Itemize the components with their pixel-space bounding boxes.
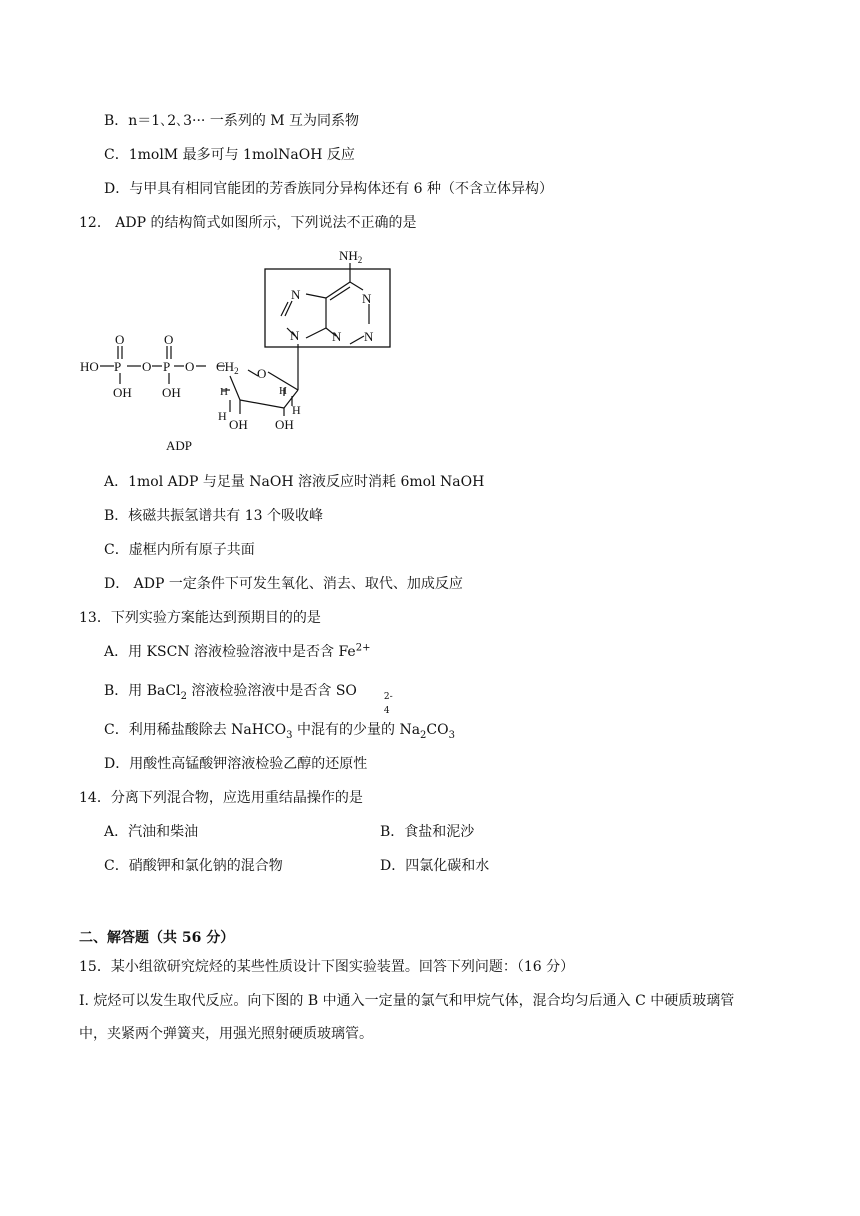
svg-text:N: N bbox=[290, 328, 300, 343]
svg-text:HO: HO bbox=[80, 359, 99, 374]
q12-option-d: D． ADP 一定条件下可发生氧化、消去、取代、加成反应 bbox=[104, 576, 463, 592]
q15-paragraph-line-1: I. 烷烃可以发生取代反应。向下图的 B 中通入一定量的氯气和甲烷气体，混合均匀后通入 C 中硬质玻璃管 bbox=[79, 993, 735, 1009]
svg-text:OH: OH bbox=[113, 385, 132, 400]
label-nh2: $NH_2$ bbox=[339, 248, 363, 265]
svg-text:N: N bbox=[291, 287, 301, 302]
svg-text:P: P bbox=[114, 359, 122, 374]
svg-text:N: N bbox=[332, 329, 342, 344]
q12-option-a: A．1mol ADP 与足量 NaOH 溶液反应时消耗 6mol NaOH bbox=[104, 474, 485, 490]
svg-text:N: N bbox=[364, 329, 374, 344]
q15-stem: 15．某小组欲研究烷烃的某些性质设计下图实验装置。回答下列问题：（16 分） bbox=[79, 959, 575, 975]
q13-stem: 13．下列实验方案能达到预期目的的是 bbox=[79, 610, 321, 626]
q11-option-c: C．1molM 最多可与 1molNaOH 反应 bbox=[104, 147, 355, 163]
svg-text:OH: OH bbox=[275, 417, 294, 432]
q12-stem: 12． ADP 的结构简式如图所示，下列说法不正确的是 bbox=[79, 215, 417, 231]
svg-text:H: H bbox=[292, 403, 301, 417]
q14-option-d: D．四氯化碳和水 bbox=[380, 858, 490, 874]
q11-option-b: B．n＝1､2､3··· 一系列的 M 互为同系物 bbox=[104, 113, 360, 129]
q12-option-c: C．虚框内所有原子共面 bbox=[104, 542, 255, 558]
adp-structure bbox=[70, 240, 410, 460]
svg-text:CH2: $CH_2$ bbox=[216, 359, 239, 376]
q14-option-a: A．汽油和柴油 bbox=[104, 824, 199, 840]
svg-text:P: P bbox=[163, 359, 171, 374]
q12-option-b: B．核磁共振氢谱共有 13 个吸收峰 bbox=[104, 508, 324, 524]
q13-option-c: C．利用稀盐酸除去 NaHCO$_3$ 中混有的少量的 $Na_2CO_3$ bbox=[104, 722, 455, 741]
q13-option-a: A．用 KSCN 溶液检验溶液中是否含 $Fe^{2+}$ bbox=[104, 642, 371, 660]
svg-text:H: H bbox=[218, 409, 227, 423]
svg-text:O: O bbox=[115, 332, 125, 347]
q14-stem: 14．分离下列混合物，应选用重结晶操作的是 bbox=[79, 790, 363, 806]
svg-text:O: O bbox=[185, 359, 195, 374]
q11-option-d: D．与甲具有相同官能团的芳香族同分异构体还有 6 种（不含立体异构） bbox=[104, 181, 554, 197]
q13-option-d: D．用酸性高锰酸钾溶液检验乙醇的还原性 bbox=[104, 756, 368, 772]
svg-text:O: O bbox=[164, 332, 174, 347]
section-heading: 二、解答题（共 56 分） bbox=[79, 930, 235, 946]
svg-text:O: O bbox=[142, 359, 152, 374]
svg-text:OH: OH bbox=[229, 417, 248, 432]
q14-option-b: B．食盐和泥沙 bbox=[380, 824, 475, 840]
svg-text:OH: OH bbox=[162, 385, 181, 400]
q13-option-b: B．用 BaCl$_2$ 溶液检验溶液中是否含 SO 2- 4 bbox=[104, 683, 393, 716]
q15-paragraph-line-2: 中，夹紧两个弹簧夹，用强光照射硬质玻璃管。 bbox=[79, 1026, 373, 1042]
q14-option-c: C．硝酸钾和氯化钠的混合物 bbox=[104, 858, 283, 874]
svg-text:O: O bbox=[257, 366, 267, 381]
svg-text:H: H bbox=[220, 386, 228, 398]
structure-caption: ADP bbox=[166, 438, 193, 453]
svg-text:N: N bbox=[362, 291, 372, 306]
svg-text:H: H bbox=[279, 385, 287, 397]
